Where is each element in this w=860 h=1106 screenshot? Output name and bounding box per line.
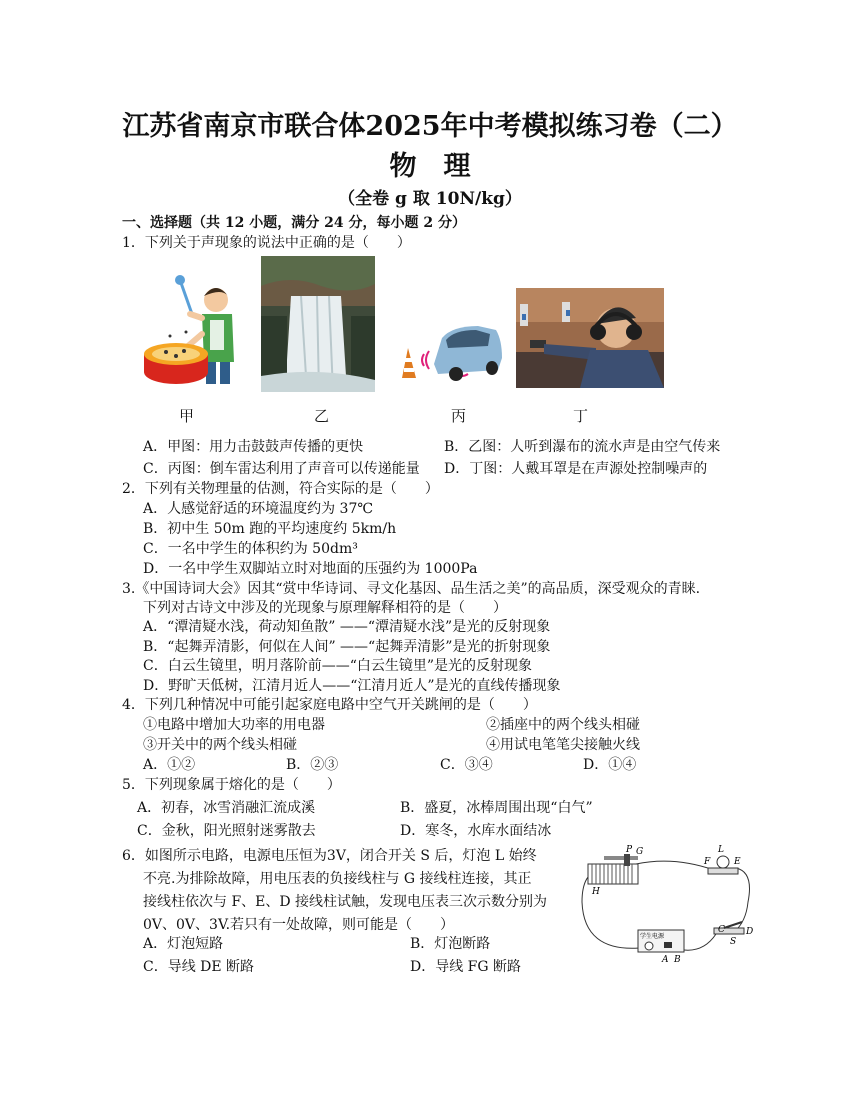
q6-circuit-diagram	[574, 842, 760, 968]
q3-option-b: B．“起舞弄清影，何似在人间” ——“起舞弄清影”是光的折射现象	[143, 639, 551, 655]
q6-stem-line3: 接线柱依次与 F、E、D 接线柱试触，发现电压表三次示数分别为	[143, 894, 548, 910]
q5-option-b: B．盛夏，冰棒周围出现“白气”	[400, 800, 593, 816]
q1-option-c: C．丙图：倒车雷达利用了声音可以传递能量	[143, 461, 420, 477]
q4-option-d: D．①④	[583, 757, 637, 773]
q4-option-c: C．③④	[440, 757, 493, 773]
q1-option-b: B．乙图：人听到瀑布的流水声是由空气传来	[444, 439, 721, 455]
q4-item-3: ③开关中的两个线头相碰	[143, 737, 297, 753]
q1-caption-yi: 乙	[314, 407, 330, 425]
q6-stem-line1: 6．如图所示电路，电源电压恒为3V，闭合开关 S 后，灯泡 L 始终	[122, 848, 537, 864]
q4-stem: 4．下列几种情况中可能引起家庭电路中空气开关跳闸的是（ ）	[122, 697, 537, 713]
label-h: H	[592, 887, 600, 897]
q6-option-d: D．导线 FG 断路	[410, 959, 522, 975]
label-a: A	[662, 955, 669, 965]
q4-item-2: ②插座中的两个线头相碰	[486, 717, 640, 733]
q6-stem-line2: 不亮.为排除故障，用电压表的负接线柱与 G 接线柱连接，其正	[143, 871, 532, 887]
q1-caption-bing: 丙	[451, 407, 467, 425]
q6-option-b: B．灯泡断路	[410, 936, 491, 952]
q3-stem-line2: 下列对古诗文中涉及的光现象与原理解释相符的是（ ）	[143, 600, 507, 616]
q2-stem: 2．下列有关物理量的估测，符合实际的是（ ）	[122, 481, 439, 497]
q5-option-c: C．金秋，阳光照射迷雾散去	[137, 823, 316, 839]
q2-option-b: B．初中生 50m 跑的平均速度约 5km/h	[143, 521, 397, 537]
q1-stem: 1．下列关于声现象的说法中正确的是（ ）	[122, 235, 411, 251]
q5-stem: 5．下列现象属于熔化的是（ ）	[122, 777, 341, 793]
q4-option-a: A．①②	[143, 757, 196, 773]
exam-title: 江苏省南京市联合体2025年中考模拟练习卷（二）	[122, 111, 738, 142]
label-p: P	[626, 845, 633, 855]
label-b: B	[674, 955, 681, 965]
q4-option-b: B．②③	[286, 757, 339, 773]
gravity-note: （全卷 g 取 10N/kg）	[338, 189, 522, 209]
q4-item-1: ①电路中增加大功率的用电器	[143, 717, 325, 733]
label-c: C	[718, 925, 725, 935]
q5-option-d: D．寒冬，水库水面结冰	[400, 823, 552, 839]
label-f: F	[704, 857, 711, 867]
label-l: L	[718, 845, 724, 855]
q1-caption-ding: 丁	[573, 407, 589, 425]
label-e: E	[734, 857, 741, 867]
q1-caption-jia: 甲	[179, 407, 195, 425]
q3-option-a: A．“潭清疑水浅，荷动知鱼散” ——“潭清疑水浅”是光的反射现象	[143, 619, 551, 635]
label-s: S	[730, 937, 737, 947]
power-supply-label: 学生电源	[640, 933, 665, 940]
q1-figure-drum	[140, 274, 240, 394]
label-d: D	[746, 927, 754, 937]
q1-figure-earmuffs	[516, 288, 664, 388]
label-g: G	[636, 847, 644, 857]
q6-option-c: C．导线 DE 断路	[143, 959, 255, 975]
q1-option-a: A．甲图：用力击鼓鼓声传播的更快	[143, 439, 364, 455]
q1-figure-car-radar	[398, 318, 504, 386]
q2-option-a: A．人感觉舒适的环境温度约为 37℃	[143, 501, 374, 517]
q2-option-c: C．一名中学生的体积约为 50dm³	[143, 541, 358, 557]
q3-stem-line1: 3.《中国诗词大会》因其“赏中华诗词、寻文化基因、品生活之美”的高品质，深受观众的青睐.	[122, 581, 701, 597]
q5-option-a: A．初春，冰雪消融汇流成溪	[137, 800, 316, 816]
section-heading: 一、选择题（共 12 小题，满分 24 分，每小题 2 分）	[122, 215, 466, 231]
q4-item-4: ④用试电笔笔尖接触火线	[486, 737, 640, 753]
q1-figure-waterfall	[261, 256, 375, 392]
q6-stem-line4: 0V、0V、3V.若只有一处故障，则可能是（ ）	[143, 917, 455, 933]
q3-option-c: C．白云生镜里，明月落阶前——“白云生镜里”是光的反射现象	[143, 658, 533, 674]
subject-title: 物 理	[389, 151, 471, 182]
q6-option-a: A．灯泡短路	[143, 936, 224, 952]
q1-option-d: D．丁图：人戴耳罩是在声源处控制噪声的	[444, 461, 708, 477]
q3-option-d: D．野旷天低树，江清月近人——“江清月近人”是光的直线传播现象	[143, 678, 561, 694]
q2-option-d: D．一名中学生双脚站立时对地面的压强约为 1000Pa	[143, 561, 478, 577]
